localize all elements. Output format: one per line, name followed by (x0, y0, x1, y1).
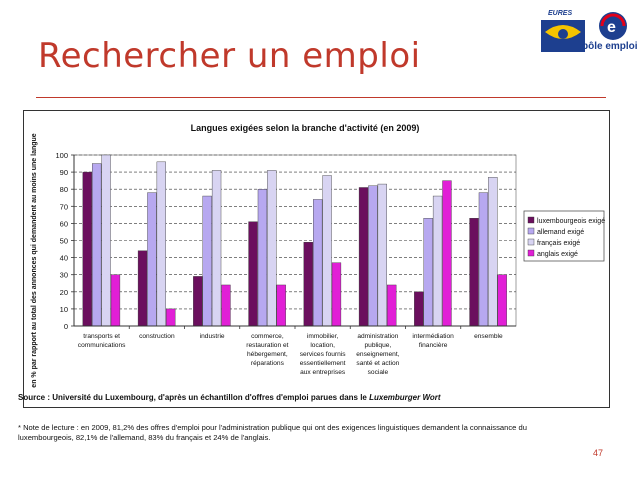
bar (378, 184, 387, 326)
bar (203, 196, 212, 326)
x-tick-label: publique, (364, 342, 392, 349)
x-tick-label: intermédiation (412, 333, 454, 340)
bar (304, 242, 313, 326)
bar (102, 155, 111, 326)
y-tick-label: 90 (59, 168, 68, 178)
x-tick-label: réparations (250, 360, 284, 367)
x-tick-label: essentiellement (299, 360, 346, 367)
legend-label: luxembourgeois exigé (537, 218, 606, 225)
x-tick-label: hébergement, (247, 351, 288, 358)
bar (488, 177, 497, 326)
title-divider (36, 97, 606, 98)
x-tick-label: enseignement, (356, 351, 400, 358)
y-tick-label: 60 (59, 219, 68, 229)
bar (193, 276, 202, 326)
bar-chart (24, 111, 609, 407)
bar (313, 199, 322, 326)
bar (323, 176, 332, 326)
bar (258, 189, 267, 326)
bar (414, 292, 423, 326)
bar (387, 285, 396, 326)
y-tick-label: 70 (59, 202, 68, 212)
source-text (18, 393, 441, 402)
bar (267, 170, 276, 326)
x-tick-label: santé et action (356, 360, 400, 367)
source-publication: Luxemburger Wort (369, 393, 441, 402)
source-prefix: Source : Université du Luxembourg, d'après un échantillon d'offres d'emploi parues dans le (18, 393, 370, 402)
svg-text:e: e (607, 19, 616, 36)
bar (157, 162, 166, 326)
bar (111, 275, 120, 326)
legend-swatch (528, 217, 534, 223)
x-tick-label: aux entreprises (300, 369, 346, 376)
bar (332, 263, 341, 326)
x-tick-label: administration (357, 333, 399, 340)
x-tick-label: transports et (83, 333, 120, 340)
y-tick-label: 0 (63, 322, 68, 331)
bar (147, 193, 156, 326)
bar (222, 285, 231, 326)
bar (470, 218, 479, 326)
legend-swatch (528, 239, 534, 245)
chart-title: Langues exigées selon la branche d'activité (en 2009) (190, 123, 420, 133)
x-tick-label: construction (139, 333, 175, 340)
bar (368, 186, 377, 326)
legend-label: anglais exigé (537, 251, 578, 258)
legend-label: allemand exigé (537, 229, 585, 236)
x-tick-label: immobilier, (306, 333, 339, 340)
y-tick-label: 50 (59, 236, 68, 246)
bar (138, 251, 147, 326)
bar (277, 285, 286, 326)
bar (92, 164, 101, 326)
pole-emploi-logo (590, 8, 636, 60)
y-tick-label: 20 (59, 287, 68, 297)
x-tick-label: sociale (367, 369, 389, 376)
bar (479, 193, 488, 326)
y-tick-label: 10 (59, 304, 68, 314)
legend-swatch (528, 228, 534, 234)
y-tick-label: 80 (59, 185, 68, 195)
legend-swatch (528, 250, 534, 256)
x-tick-label: restauration et (246, 342, 289, 349)
x-tick-label: financière (418, 342, 448, 349)
legend-label: français exigé (537, 240, 581, 247)
page-number: 47 (593, 448, 604, 458)
bar (83, 172, 92, 326)
x-tick-label: commerce, (251, 333, 284, 340)
y-tick-label: 40 (59, 253, 68, 263)
bar (424, 218, 433, 326)
bar (443, 181, 452, 326)
pole-emploi-logo-text: pôle emploi (582, 41, 638, 52)
x-tick-label: industrie (199, 333, 225, 340)
slide-title: Rechercher un emploi (38, 36, 421, 76)
bar (212, 170, 221, 326)
bar (433, 196, 442, 326)
x-tick-label: ensemble (474, 333, 503, 340)
bar (359, 187, 368, 326)
reading-note: * Note de lecture : en 2009, 81,2% des offres d'emploi pour l'administration publique qui ont des exigences linguistiques demandent la connaissance du luxembourgeois, 82,1% de l'allemand, 83% du français et 24% de l'anglais. (18, 423, 527, 442)
y-axis-label: en % par rapport au total des annonces qui demandent au moins une langue (31, 133, 38, 388)
chart-frame (23, 110, 610, 408)
bar (166, 309, 175, 326)
bar (498, 275, 507, 326)
eures-logo-text: EURES (548, 10, 573, 17)
x-tick-label: services fournis (299, 351, 346, 358)
x-tick-label: communications (77, 342, 126, 349)
y-tick-label: 30 (59, 270, 68, 280)
bar (249, 222, 258, 326)
chart-legend (524, 211, 605, 261)
y-tick-label: 100 (55, 151, 68, 160)
x-tick-label: location, (310, 342, 335, 349)
